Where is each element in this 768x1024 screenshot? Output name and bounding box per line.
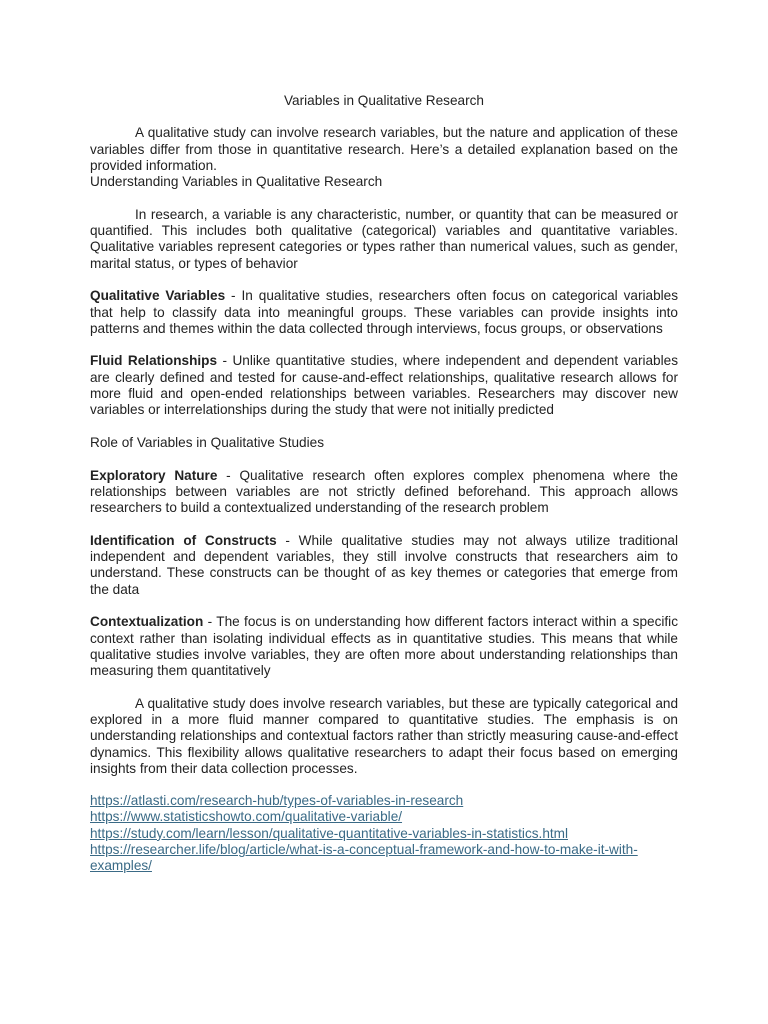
term-qualitative-variables: Qualitative Variables [90,288,226,304]
term-exploratory-nature: Exploratory Nature [90,467,218,483]
intro-paragraph: A qualitative study can involve research variables, but the nature and application of these variables differ from those in quantitative research. Here’s a detailed explanation based on the provided information. [90,125,678,173]
document-title: Variables in Qualitative Research [284,93,484,108]
contextualization-text: - The focus is on understanding how different factors interact within a specific context rather than isolating individual effects as in quantitative studies. This means that while qualitative studies involve variables, they are often more about understanding relationships than measuring them quantitatively [90,614,678,679]
identification-of-constructs-text: - While qualitative studies may not always utilize traditional independent and dependent variables, they still involve constructs that researchers aim to understand. These constructs can be thought of as key themes or categories that emerge from the data [90,532,678,597]
exploratory-nature-text: - Qualitative research often explores complex phenomena where the relationships between variables are not strictly defined beforehand. This approach allows researchers to build a contextualized understanding of the research problem [90,467,678,516]
exploratory-nature-paragraph [90,468,678,517]
document-page [90,93,678,875]
fluid-relationships-paragraph [90,353,678,418]
reference-link-statisticshowto[interactable]: https://www.statisticshowto.com/qualitative-variable/ [90,809,403,825]
qualitative-variables-text: - In qualitative studies, researchers often focus on categorical variables that help to classify data into meaningful groups. These variables can provide insights into patterns and themes within the data collected through interviews, focus groups, or observations [90,288,679,336]
reference-links [90,793,678,874]
contextualization-paragraph [90,614,678,679]
term-contextualization: Contextualization [90,614,204,630]
definition-paragraph: In research, a variable is any characteristic, number, or quantity that can be measured or quantified. This includes both qualitative (categorical) variables and quantitative variables. Qualitative variables represent categories or types rather than numerical values, such as gender, marital status, or types of behavior [90,206,678,271]
reference-link-researcher-life[interactable]: https://researcher.life/blog/article/what-is-a-conceptual-framework-and-how-to-make-it-with-examples/ [90,842,638,874]
reference-link-atlasti[interactable]: https://atlasti.com/research-hub/types-of-variables-in-research [90,793,464,809]
term-fluid-relationships: Fluid Relationships [90,353,218,369]
fluid-relationships-text: - Unlike quantitative studies, where independent and dependent variables are clearly defined and tested for cause-and-effect relationships, qualitative research allows for more fluid and open-ended relationships between variables. Researchers may discover new variables or interrelationships during the study that were not initially predicted [90,353,678,418]
reference-link-study-com[interactable]: https://study.com/learn/lesson/qualitative-quantitative-variables-in-statistics.html [90,825,568,841]
qualitative-variables-paragraph [90,288,678,337]
conclusion-paragraph: A qualitative study does involve research variables, but these are typically categorical and explored in a more fluid manner compared to quantitative studies. The emphasis is on understanding relationships and contextual factors rather than strictly measuring cause-and-effect dynamics. This flexibility allows qualitative researchers to adapt their focus based on emerging insights from their data collection processes. [90,695,678,776]
section-heading-role: Role of Variables in Qualitative Studies [90,434,324,450]
term-identification-of-constructs: Identification of Constructs [90,532,277,548]
section-heading-understanding: Understanding Variables in Qualitative Research [90,174,383,190]
identification-of-constructs-paragraph [90,533,678,598]
